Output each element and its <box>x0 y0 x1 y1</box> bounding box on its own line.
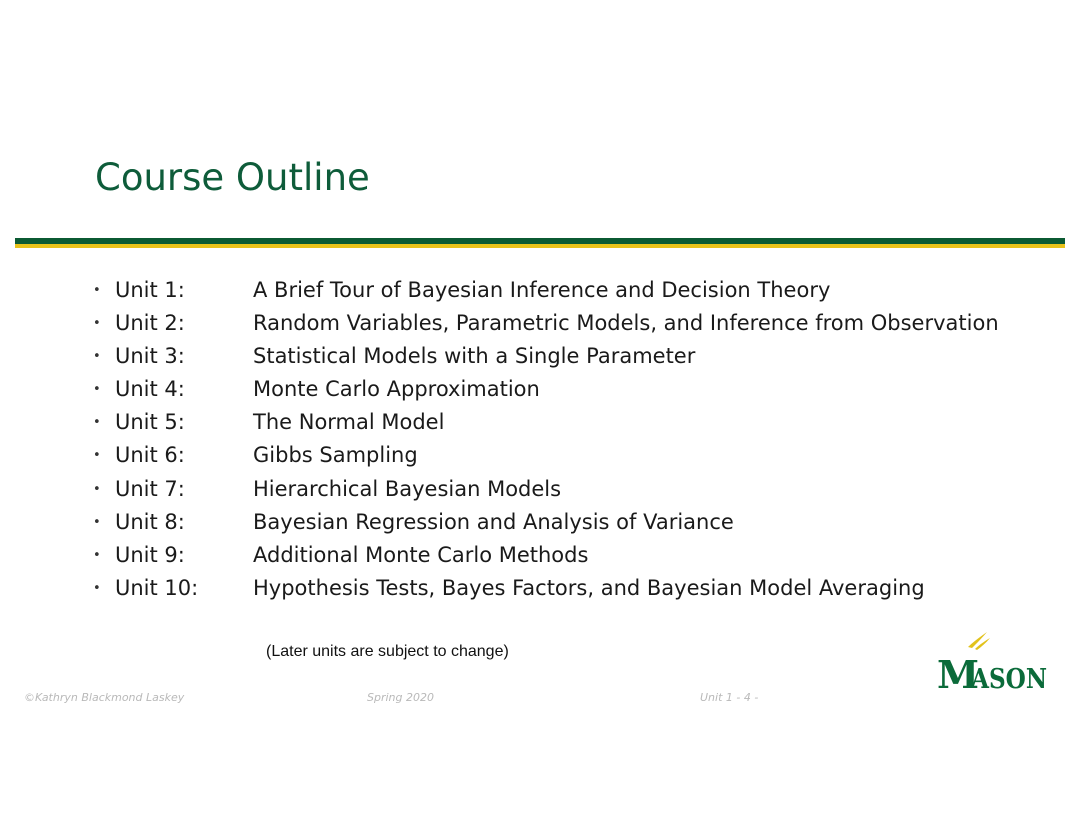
mason-logo <box>935 630 1050 697</box>
later-units-note: (Later units are subject to change) <box>266 643 509 660</box>
title-divider <box>15 238 1065 248</box>
unit-label: Unit 6: <box>115 443 185 468</box>
divider-gold-bar <box>15 244 1065 248</box>
bullet-icon: • <box>93 382 101 398</box>
unit-title: Bayesian Regression and Analysis of Variance <box>253 509 734 534</box>
unit-label: Unit 2: <box>115 311 185 336</box>
unit-label: Unit 8: <box>115 509 185 534</box>
unit-label: Unit 5: <box>115 410 185 435</box>
unit-title: Hypothesis Tests, Bayes Factors, and Bayesian Model Averaging <box>253 575 925 600</box>
logo-letter-m: M <box>937 652 980 697</box>
bullet-icon: • <box>93 481 101 497</box>
unit-title: Hierarchical Bayesian Models <box>253 476 562 501</box>
mason-logo-graphic <box>935 630 1050 697</box>
bullet-icon: • <box>93 514 101 530</box>
unit-label: Unit 10: <box>115 575 199 600</box>
unit-title: Statistical Models with a Single Parameter <box>253 344 696 369</box>
unit-title: Random Variables, Parametric Models, and Inference from Observation <box>253 311 999 336</box>
bullet-icon: • <box>93 448 101 464</box>
unit-label: Unit 7: <box>115 476 185 501</box>
unit-title: Additional Monte Carlo Methods <box>253 542 589 567</box>
footer-copyright: ©Kathryn Blackmond Laskey <box>24 691 185 704</box>
logo-flame-icon <box>968 632 987 648</box>
unit-label: Unit 9: <box>115 542 185 567</box>
bullet-icon: • <box>93 349 101 365</box>
bullet-icon: • <box>93 547 101 563</box>
bullet-icon: • <box>93 283 101 298</box>
unit-label: Unit 4: <box>115 377 185 402</box>
bullet-icon: • <box>93 580 101 596</box>
logo-letters-ason: ASON <box>970 664 1047 695</box>
bullet-icon: • <box>93 415 101 431</box>
footer-page-number: Unit 1 - 4 - <box>700 691 759 704</box>
unit-title: A Brief Tour of Bayesian Inference and Decision Theory <box>253 278 831 302</box>
footer-term: Spring 2020 <box>367 691 434 704</box>
unit-label: Unit 3: <box>115 344 185 369</box>
bullet-icon: • <box>93 316 101 332</box>
slide-title: Course Outline <box>95 156 370 199</box>
unit-title: Monte Carlo Approximation <box>253 377 540 402</box>
unit-title: The Normal Model <box>253 410 445 435</box>
unit-title: Gibbs Sampling <box>253 443 418 468</box>
unit-label: Unit 1: <box>115 278 185 302</box>
